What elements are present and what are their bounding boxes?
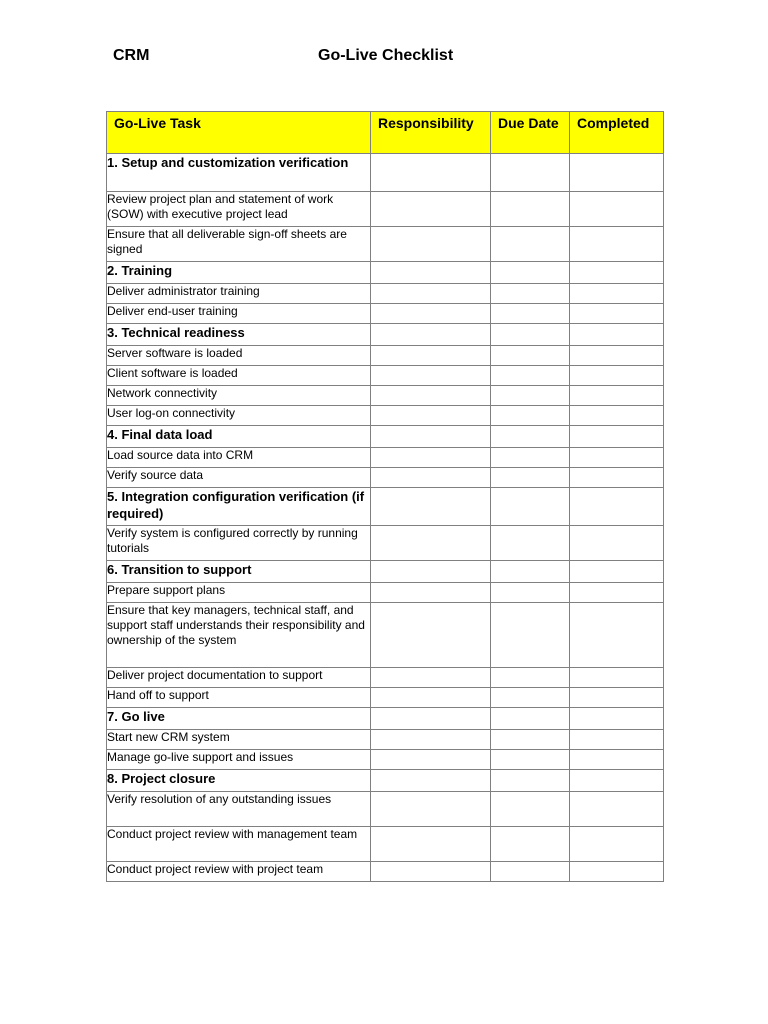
due-date-cell xyxy=(491,827,570,862)
responsibility-cell xyxy=(371,750,491,770)
section-row xyxy=(107,154,664,192)
section-row xyxy=(107,708,664,730)
section-title: 5. Integration configuration verification (if required) xyxy=(107,488,371,526)
due-date-cell xyxy=(491,730,570,750)
responsibility-cell xyxy=(371,668,491,688)
due-date-cell xyxy=(491,603,570,668)
task-text: Manage go-live support and issues xyxy=(107,750,371,770)
task-text: Deliver administrator training xyxy=(107,284,371,304)
due-date-cell xyxy=(491,192,570,227)
completed-cell xyxy=(570,468,664,488)
responsibility-cell xyxy=(371,770,491,792)
completed-cell xyxy=(570,708,664,730)
task-row xyxy=(107,583,664,603)
task-row xyxy=(107,730,664,750)
due-date-cell xyxy=(491,262,570,284)
completed-cell xyxy=(570,386,664,406)
checklist-table xyxy=(106,111,664,882)
section-row xyxy=(107,426,664,448)
task-text: Server software is loaded xyxy=(107,346,371,366)
task-row xyxy=(107,227,664,262)
due-date-cell xyxy=(491,708,570,730)
completed-cell xyxy=(570,406,664,426)
section-row xyxy=(107,324,664,346)
task-row xyxy=(107,386,664,406)
due-date-cell xyxy=(491,366,570,386)
column-header-responsibility: Responsibility xyxy=(371,112,491,154)
task-text: Network connectivity xyxy=(107,386,371,406)
section-title: 1. Setup and customization verification xyxy=(107,154,371,192)
responsibility-cell xyxy=(371,603,491,668)
completed-cell xyxy=(570,227,664,262)
responsibility-cell xyxy=(371,386,491,406)
completed-cell xyxy=(570,770,664,792)
completed-cell xyxy=(570,304,664,324)
responsibility-cell xyxy=(371,304,491,324)
completed-cell xyxy=(570,346,664,366)
responsibility-cell xyxy=(371,688,491,708)
due-date-cell xyxy=(491,324,570,346)
due-date-cell xyxy=(491,386,570,406)
task-text: Deliver project documentation to support xyxy=(107,668,371,688)
completed-cell xyxy=(570,668,664,688)
due-date-cell xyxy=(491,561,570,583)
section-title: 8. Project closure xyxy=(107,770,371,792)
task-row xyxy=(107,688,664,708)
responsibility-cell xyxy=(371,192,491,227)
responsibility-cell xyxy=(371,561,491,583)
task-text: Verify resolution of any outstanding issues xyxy=(107,792,371,827)
section-row xyxy=(107,561,664,583)
due-date-cell xyxy=(491,526,570,561)
task-row xyxy=(107,526,664,561)
responsibility-cell xyxy=(371,346,491,366)
completed-cell xyxy=(570,603,664,668)
due-date-cell xyxy=(491,750,570,770)
doc-title: Go-Live Checklist xyxy=(318,47,454,64)
responsibility-cell xyxy=(371,792,491,827)
task-row xyxy=(107,192,664,227)
due-date-cell xyxy=(491,284,570,304)
task-row xyxy=(107,366,664,386)
task-text: Start new CRM system xyxy=(107,730,371,750)
task-text: User log-on connectivity xyxy=(107,406,371,426)
checklist-body xyxy=(107,154,664,882)
due-date-cell xyxy=(491,468,570,488)
column-header-completed: Completed xyxy=(570,112,664,154)
section-row xyxy=(107,262,664,284)
completed-cell xyxy=(570,561,664,583)
responsibility-cell xyxy=(371,366,491,386)
responsibility-cell xyxy=(371,284,491,304)
responsibility-cell xyxy=(371,406,491,426)
task-text: Hand off to support xyxy=(107,688,371,708)
document-header xyxy=(113,47,673,71)
completed-cell xyxy=(570,262,664,284)
task-row xyxy=(107,668,664,688)
due-date-cell xyxy=(491,668,570,688)
due-date-cell xyxy=(491,862,570,882)
completed-cell xyxy=(570,688,664,708)
task-text: Client software is loaded xyxy=(107,366,371,386)
responsibility-cell xyxy=(371,468,491,488)
task-text: Verify source data xyxy=(107,468,371,488)
task-row xyxy=(107,862,664,882)
completed-cell xyxy=(570,488,664,526)
task-row xyxy=(107,792,664,827)
completed-cell xyxy=(570,526,664,561)
responsibility-cell xyxy=(371,488,491,526)
section-title: 7. Go live xyxy=(107,708,371,730)
due-date-cell xyxy=(491,227,570,262)
task-row xyxy=(107,448,664,468)
due-date-cell xyxy=(491,448,570,468)
completed-cell xyxy=(570,792,664,827)
task-row xyxy=(107,304,664,324)
responsibility-cell xyxy=(371,730,491,750)
due-date-cell xyxy=(491,770,570,792)
task-row xyxy=(107,603,664,668)
due-date-cell xyxy=(491,688,570,708)
task-text: Ensure that all deliverable sign-off sheets are signed xyxy=(107,227,371,262)
section-row xyxy=(107,770,664,792)
column-header-task: Go-Live Task xyxy=(107,112,371,154)
section-title: 2. Training xyxy=(107,262,371,284)
task-text: Load source data into CRM xyxy=(107,448,371,468)
due-date-cell xyxy=(491,792,570,827)
task-text: Conduct project review with management team xyxy=(107,827,371,862)
task-row xyxy=(107,750,664,770)
responsibility-cell xyxy=(371,708,491,730)
column-header-due-date: Due Date xyxy=(491,112,570,154)
completed-cell xyxy=(570,583,664,603)
completed-cell xyxy=(570,730,664,750)
responsibility-cell xyxy=(371,426,491,448)
task-text: Conduct project review with project team xyxy=(107,862,371,882)
task-text: Review project plan and statement of work (SOW) with executive project lead xyxy=(107,192,371,227)
responsibility-cell xyxy=(371,583,491,603)
responsibility-cell xyxy=(371,827,491,862)
task-text: Verify system is configured correctly by running tutorials xyxy=(107,526,371,561)
task-row xyxy=(107,468,664,488)
due-date-cell xyxy=(491,304,570,324)
due-date-cell xyxy=(491,154,570,192)
completed-cell xyxy=(570,324,664,346)
completed-cell xyxy=(570,827,664,862)
task-text: Deliver end-user training xyxy=(107,304,371,324)
completed-cell xyxy=(570,426,664,448)
responsibility-cell xyxy=(371,227,491,262)
due-date-cell xyxy=(491,346,570,366)
task-row xyxy=(107,284,664,304)
responsibility-cell xyxy=(371,324,491,346)
task-row xyxy=(107,346,664,366)
due-date-cell xyxy=(491,406,570,426)
section-title: 3. Technical readiness xyxy=(107,324,371,346)
responsibility-cell xyxy=(371,526,491,561)
completed-cell xyxy=(570,750,664,770)
responsibility-cell xyxy=(371,262,491,284)
section-title: 6. Transition to support xyxy=(107,561,371,583)
due-date-cell xyxy=(491,426,570,448)
completed-cell xyxy=(570,448,664,468)
section-title: 4. Final data load xyxy=(107,426,371,448)
responsibility-cell xyxy=(371,448,491,468)
task-row xyxy=(107,827,664,862)
completed-cell xyxy=(570,366,664,386)
responsibility-cell xyxy=(371,862,491,882)
header-row xyxy=(107,112,664,154)
task-text: Ensure that key managers, technical staff, and support staff understands their responsibility and ownership of the system xyxy=(107,603,371,668)
responsibility-cell xyxy=(371,154,491,192)
completed-cell xyxy=(570,862,664,882)
due-date-cell xyxy=(491,583,570,603)
completed-cell xyxy=(570,154,664,192)
task-row xyxy=(107,406,664,426)
section-row xyxy=(107,488,664,526)
due-date-cell xyxy=(491,488,570,526)
completed-cell xyxy=(570,192,664,227)
doc-label: CRM xyxy=(113,47,150,64)
task-text: Prepare support plans xyxy=(107,583,371,603)
completed-cell xyxy=(570,284,664,304)
